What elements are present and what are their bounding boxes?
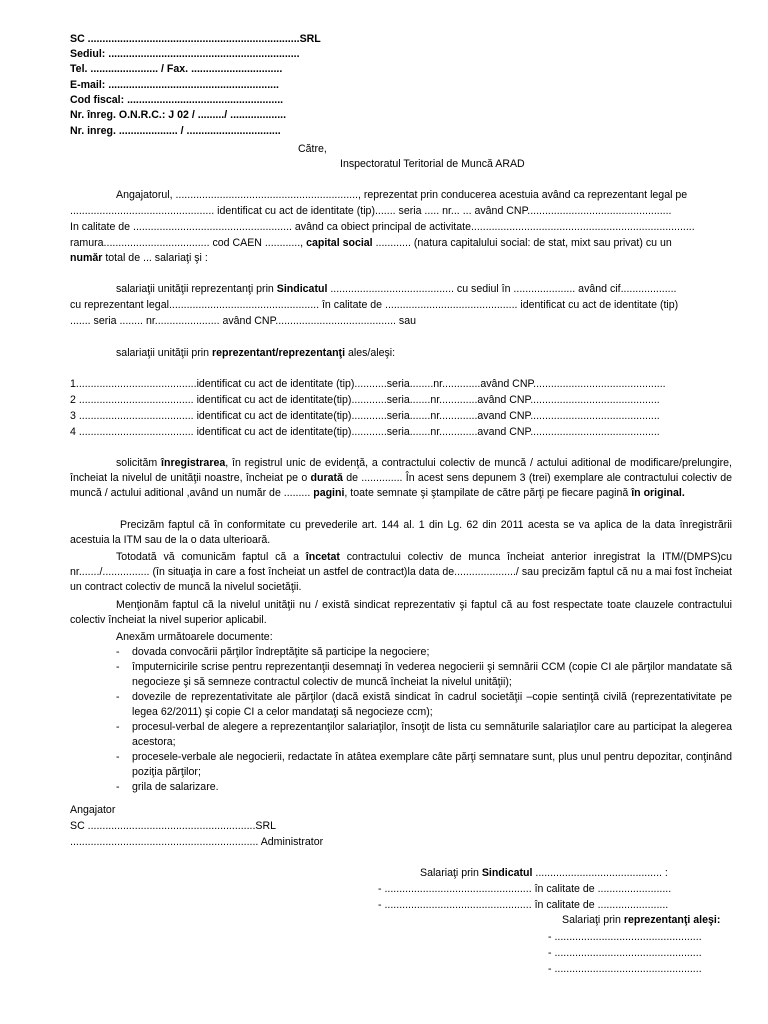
reprezentanti-intro bbox=[116, 346, 395, 361]
sindicat-line-2: cu reprezentant legal................................................... în calitate de ............................................. identificat cu act de identitate (tip) bbox=[70, 299, 679, 311]
annex-item: - dovezile de reprezentativitate ale părţilor (dacă există sindicat în cadrul societăţii –copie sentinţă civilă (reprezentativitate pe legea 62/2011) şi copie CI a celor mandataţi să negocieze ccm); bbox=[96, 690, 732, 720]
signature-repr-line-1: - .................................................. bbox=[548, 931, 702, 943]
p1-durata: durată bbox=[310, 472, 343, 484]
company-email: E-mail: .......................................................... bbox=[70, 79, 279, 91]
request-paragraph-1 bbox=[70, 456, 732, 501]
reprezentant-item-4: 4 ....................................... identificat cu act de identitate(tip)............seria.......nr.............avand CNP............................................ bbox=[70, 426, 660, 438]
intro-line-5 bbox=[70, 251, 208, 266]
signature-repr-line-3: - .................................................. bbox=[548, 963, 702, 975]
intro-line-3: In calitate de ...................................................... având ca obiect principal de activitate............................................................................ bbox=[70, 221, 695, 233]
p1-text-c: , în registrul unic de evidenţă, a contractului colectiv de muncă / actului aditional de modificare/prelungire, încheiat la nivelul de unităţii noastre, încheiat pe o bbox=[70, 457, 733, 484]
signature-sindicat-line-1: - .................................................. în calitate de ......................... bbox=[378, 883, 672, 895]
reprezentanti-ales: ales/aleşi: bbox=[345, 347, 396, 359]
p3-text-a: Totodată vă comunicăm faptul că a bbox=[116, 551, 306, 563]
p3-incetat: încetat bbox=[305, 551, 340, 563]
request-paragraph-3 bbox=[70, 550, 732, 595]
recipient-institution: Inspectoratul Teritorial de Muncă ARAD bbox=[340, 158, 525, 170]
p1-inregistrarea: înregistrarea bbox=[161, 457, 226, 469]
annex-item: - dovada convocării părţilor îndreptăţite să participe la negociere; bbox=[96, 645, 732, 660]
sig-repr-label: reprezentanţi aleşi: bbox=[623, 914, 721, 926]
intro-capital-social: capital social bbox=[306, 237, 373, 249]
sig-sind-text: Salariaţi prin bbox=[420, 867, 482, 879]
p1-text-e: de .............. În acest sens depunem 3 (trei) exemplare ale contractului colectiv de muncă / actului aditional ,având un număr de ......... bbox=[70, 472, 732, 499]
sindicat-text: salariaţii unităţii reprezentanţi prin bbox=[116, 283, 277, 295]
annex-item: - procesul-verbal de alegere a reprezentanţilor salariaţilor, însoţit de lista cu semnăturile salariaţilor care au participat la alegerea acestora; bbox=[96, 720, 732, 750]
signature-administrator: ................................................................ Administrator bbox=[70, 836, 324, 848]
annex-item: - împuternicirile scrise pentru reprezentanţii desemnaţi în vederea negocierii şi semnării CCM (copie CI ale părţilor mandatate să negocieze şi să semneze contractul colectiv de muncă încheiat la nivelul unităţii); bbox=[96, 660, 732, 690]
company-nr-inreg: Nr. inreg. .................... / ................................ bbox=[70, 125, 281, 137]
company-sediul: Sediul: ................................................................. bbox=[70, 48, 300, 60]
sindicat-line-3: ....... seria ........ nr...................... având CNP......................................... sau bbox=[70, 315, 416, 327]
request-paragraph-4: Menţionăm faptul că la nivelul unităţii nu / există sindicat reprezentativ şi faptul că au fost respectate toate clauzele contractului colectiv încheiat la nivel superior aplicabil. bbox=[70, 599, 732, 626]
recipient-catre: Către, bbox=[298, 143, 327, 155]
request-paragraph-2: Precizăm faptul că în conformitate cu prevederile art. 144 al. 1 din Lg. 62 din 2011 acesta se va aplica de la data înregistrării acestuia la ITM sau de la o data ulterioară. bbox=[70, 519, 732, 546]
signature-sindicat-line-2: - .................................................. în calitate de ........................ bbox=[378, 899, 669, 911]
reprezentanti-text: salariaţii unităţii prin bbox=[116, 347, 212, 359]
sindicat-sediu: .......................................... cu sediul în ..................... având cif................... bbox=[327, 283, 677, 295]
sig-sind-dots: ........................................... : bbox=[532, 867, 668, 879]
p3-text-c: contractului colectiv de munca încheiat anterior inregistrat la ITM/(DMPS)cu nr......./................ (în situaţia in care a fost încheiat un astfel de contract)la data de...................../ sau precizăm faptul că nu a mai fost încheiat un contract colectiv de muncă la nivelul societăţii. bbox=[70, 551, 732, 593]
sindicat-label: Sindicatul bbox=[276, 283, 328, 295]
reprezentant-item-2: 2 ....................................... identificat cu act de identitate(tip)............seria.......nr.............având CNP............................................ bbox=[70, 394, 660, 406]
sindicat-line-1 bbox=[116, 282, 677, 297]
reprezentanti-label: reprezentant/reprezentanţi bbox=[211, 347, 346, 359]
signature-sindicat bbox=[420, 866, 668, 881]
intro-salariati: total de ... salariaţi şi : bbox=[102, 252, 208, 264]
p1-pagini: pagini bbox=[313, 487, 345, 499]
p1-in-original: în original. bbox=[631, 487, 685, 499]
intro-line-4 bbox=[70, 236, 672, 251]
sig-repr-text: Salariaţi prin bbox=[562, 914, 624, 926]
p1-text-g: , toate semnate şi ştampilate de către părţi pe fiecare pagină bbox=[344, 487, 632, 499]
signature-repr-line-2: - .................................................. bbox=[548, 947, 702, 959]
intro-numar: număr bbox=[70, 252, 103, 264]
annex-list bbox=[96, 645, 732, 795]
intro-ramura: ramura.................................... cod CAEN ............, bbox=[70, 237, 307, 249]
signature-sc: SC .........................................................SRL bbox=[70, 820, 277, 832]
intro-line-1: Angajatorul, .............................................................., reprezentat prin conducerea acestuia având ca reprezentant legal pe bbox=[116, 189, 688, 201]
intro-line-2: ................................................. identificat cu act de identitate (tip)....... seria ..... nr... ... având CNP................................................. bbox=[70, 205, 672, 217]
company-tel-fax: Tel. ....................... / Fax. ............................... bbox=[70, 63, 283, 75]
signature-angajator: Angajator bbox=[70, 804, 116, 816]
annex-item: - procesele-verbale ale negocierii, redactate în atâtea exemplare câte părţi semnatare sunt, plus unul pentru depozitar, conţinând poziţia părţilor; bbox=[96, 750, 732, 780]
company-sc: SC ........................................................................SRL bbox=[70, 33, 321, 45]
annex-item: - grila de salarizare. bbox=[96, 780, 732, 795]
annex-title: Anexăm următoarele documente: bbox=[116, 631, 273, 643]
company-cod-fiscal: Cod fiscal: ..................................................... bbox=[70, 94, 284, 106]
intro-natura: ............ (natura capitalului social: de stat, mixt sau privat) cu un bbox=[372, 237, 672, 249]
reprezentant-item-3: 3 ....................................... identificat cu act de identitate(tip)............seria.......nr.............avand CNP............................................ bbox=[70, 410, 660, 422]
p1-text-a: solicităm bbox=[116, 457, 162, 469]
sig-sind-label: Sindicatul bbox=[481, 867, 533, 879]
signature-reprezentanti bbox=[562, 913, 720, 928]
company-onrc: Nr. înreg. O.N.R.C.: J 02 / ........./ ................... bbox=[70, 109, 287, 121]
reprezentant-item-1: 1.........................................identificat cu act de identitate (tip)...........seria........nr.............având CNP............................................. bbox=[70, 378, 666, 390]
